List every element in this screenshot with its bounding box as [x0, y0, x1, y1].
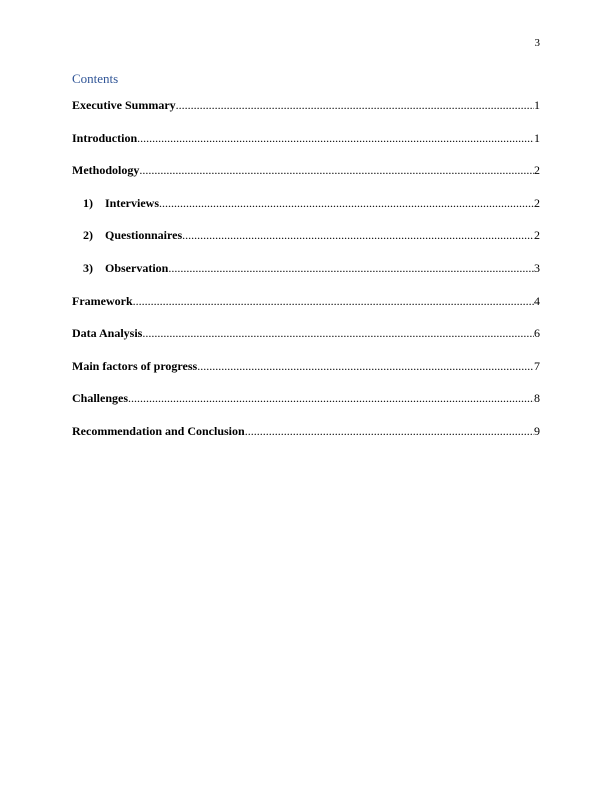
toc-entry-page: 1 — [534, 98, 540, 112]
toc-dot-leader — [182, 228, 534, 242]
toc-dot-leader — [139, 163, 534, 177]
toc-dot-leader — [142, 326, 534, 340]
toc-entry-title: Executive Summary — [72, 98, 176, 112]
toc-entry-title: Interviews — [105, 195, 159, 210]
toc-entry-executive-summary[interactable] — [72, 98, 540, 131]
toc-entry-observation[interactable] — [72, 261, 540, 294]
toc-entry-title: Data Analysis — [72, 326, 143, 341]
toc-dot-leader — [133, 294, 534, 308]
toc-entry-page: 2 — [534, 195, 540, 210]
toc-entry-introduction[interactable] — [72, 131, 540, 164]
toc-entry-page: 8 — [534, 391, 540, 406]
toc-entry-number: 1) — [83, 195, 93, 210]
toc-entry-interviews[interactable] — [72, 196, 540, 229]
toc-entry-methodology[interactable] — [72, 163, 540, 196]
toc-dot-leader — [197, 359, 534, 373]
toc-entry-main-factors-of-progress[interactable] — [72, 359, 540, 392]
toc-entry-page: 1 — [534, 130, 540, 145]
toc-entry-framework[interactable] — [72, 294, 540, 327]
toc-dot-leader — [128, 391, 534, 405]
page-number: 3 — [534, 37, 540, 49]
toc-entry-challenges[interactable] — [72, 391, 540, 424]
toc-entry-title: Introduction — [72, 130, 138, 145]
toc-entry-number: 2) — [83, 228, 93, 243]
toc-entry-page: 6 — [534, 326, 540, 341]
toc-entry-page: 3 — [534, 260, 540, 275]
toc-heading: Contents — [72, 71, 119, 86]
toc-entry-title: Methodology — [72, 163, 140, 178]
table-of-contents — [72, 98, 540, 457]
toc-entry-data-analysis[interactable] — [72, 326, 540, 359]
toc-dot-leader — [176, 98, 534, 112]
toc-entry-page: 7 — [534, 358, 540, 373]
toc-entry-title: Recommendation and Conclusion — [72, 423, 245, 438]
toc-entry-number: 3) — [83, 260, 93, 275]
toc-entry-page: 2 — [534, 228, 540, 243]
toc-entry-title: Observation — [105, 260, 169, 275]
toc-dot-leader — [137, 131, 534, 145]
toc-entry-page: 2 — [534, 163, 540, 178]
toc-entry-page: 4 — [534, 293, 540, 308]
toc-entry-questionnaires[interactable] — [72, 228, 540, 261]
toc-dot-leader — [168, 261, 534, 275]
toc-entry-title: Main factors of progress — [72, 358, 198, 373]
toc-entry-title: Challenges — [72, 391, 129, 406]
toc-entry-recommendation-and-conclusion[interactable] — [72, 424, 540, 457]
toc-dot-leader — [245, 424, 534, 438]
toc-dot-leader — [159, 196, 534, 210]
toc-entry-page: 9 — [534, 423, 540, 438]
toc-entry-title: Questionnaires — [105, 228, 183, 243]
toc-entry-title: Framework — [72, 293, 133, 308]
